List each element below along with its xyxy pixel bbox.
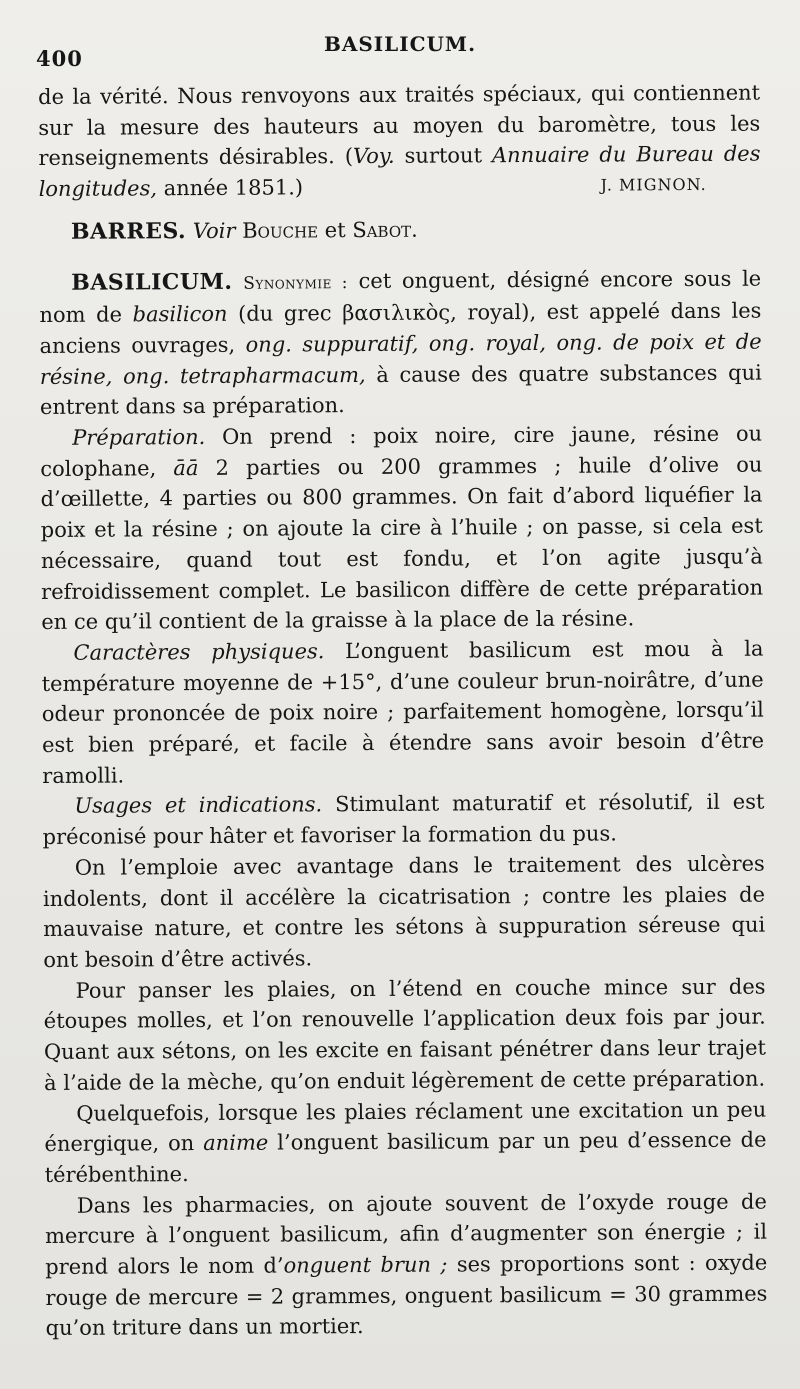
usages-paragraph (42, 787, 764, 853)
onguent-brun-term: onguent brun ; (283, 1252, 448, 1278)
intro-paragraph (38, 78, 761, 205)
barres-entry (39, 212, 761, 247)
anime-term: anime (203, 1130, 269, 1156)
ana-abbreviation: āā (173, 455, 199, 480)
quelquefois-paragraph (44, 1094, 767, 1191)
synonym-list: ong. suppuratif, ong. royal, ong. de poix et de résine, ong. tetrapharmacum, (39, 329, 762, 389)
bouche-reference: Bouche (242, 218, 319, 243)
basilicum-text: (du grec βασιλικὸς, royal), est appelé dans les anciens ouvrages, (39, 298, 762, 358)
page-body (38, 78, 768, 1345)
basilicum-entry (39, 263, 762, 423)
barres-conjunction: et (318, 217, 353, 243)
intro-text: surtout (394, 143, 493, 169)
usages-text: Stimulant maturatif et résolutif, il est préconisé pour hâter et favoriser la formation du pus. (42, 790, 765, 850)
intro-text: année 1851.) (156, 175, 304, 201)
voir-label: Voir (192, 218, 236, 243)
pharmacies-text: ses proportions sont : oxyde rouge de mercure = 2 grammes, onguent basilicum = 30 grammes qu’on triture dans un mortier. (45, 1250, 768, 1341)
intro-text: de la vérité. Nous renvoyons aux traités spéciaux, qui contiennent sur la mesure des hauteurs au moyen du baromètre, tous les renseignements désirables. ( (38, 80, 761, 171)
synonymie-label: Synonymie : (243, 272, 349, 294)
caracteres-label: Caractères physiques. (73, 639, 325, 665)
quelquefois-text: l’onguent basilicum par un peu d’essence de térébenthine. (44, 1127, 767, 1187)
preparation-paragraph (40, 419, 763, 638)
preparation-text: On prend : poix noire, cire jaune, résine ou colophane, (40, 421, 763, 481)
basilicon-term: basilicon (132, 302, 228, 327)
caracteres-paragraph (41, 634, 764, 792)
emploi-paragraph: On l’emploie avec avantage dans le traitement des ulcères indolents, dont il accélère la cicatrisation ; contre les plaies de mauvaise nature, et contre les sétons à suppuration séreuse qui ont besoin d’être activés. (42, 851, 766, 972)
basilicum-text: cet onguent, désigné encore sous le nom de (39, 266, 762, 328)
voy-reference: Voy. (352, 144, 395, 169)
page-number: 400 (36, 46, 83, 71)
panser-paragraph: Pour panser les plaies, on l’étend en couche mince sur des étoupes molles, et l’on renouvelle l’application deux fois par jour. Quant aux sétons, on les excite en faisant pénétrer dans leur trajet à l’aide de la mèche, qu’on enduit légèrement de cette préparation. (43, 974, 766, 1095)
pharmacies-paragraph (45, 1186, 768, 1344)
sabot-reference: Sabot. (352, 217, 418, 242)
page-header (0, 32, 800, 71)
annuaire-reference: Annuaire du Bureau des longitudes, (38, 141, 761, 202)
basilicum-text: à cause des quatre substances qui entrent dans sa préparation. (39, 360, 762, 420)
caracteres-text: L’onguent basilicum est mou à la température moyenne de +15°, d’une couleur brun-noirâtre, d’une odeur prononcée de poix noire ; parfaitement homogène, lorsqu’il est bien préparé, et facile à étendre sans avoir besoin d’être ramolli. (41, 636, 765, 788)
quelquefois-text: Quelquefois, lorsque les plaies réclament une excitation un peu énergique, on (44, 1097, 767, 1157)
usages-label: Usages et indications. (74, 792, 323, 819)
pharmacies-text: Dans les pharmacies, on ajoute souvent de l’oxyde rouge de mercure à l’onguent basilicum, afin d’augmenter son énergie ; il prend alors le nom d’ (44, 1189, 768, 1279)
author-signature: J. MIGNON. (600, 175, 707, 195)
barres-headword: BARRES. (70, 217, 187, 245)
preparation-text: 2 parties ou 200 grammes ; huile d’olive ou d’œillette, 4 parties ou 800 grammes. On fait d’abord liquéfier la poix et la résine ; on ajoute la cire à l’huile ; on passe, si cela est nécessaire, quand tout est fondu, et l’on agite jusqu’à refroidissement complet. Le basilicon diffère de cette préparation en ce qu’il contient de la graisse à la place de la résine. (40, 452, 764, 635)
running-head: BASILICUM. (323, 32, 477, 56)
basilicum-headword: BASILICUM. (71, 268, 233, 296)
preparation-label: Préparation. (72, 425, 206, 450)
